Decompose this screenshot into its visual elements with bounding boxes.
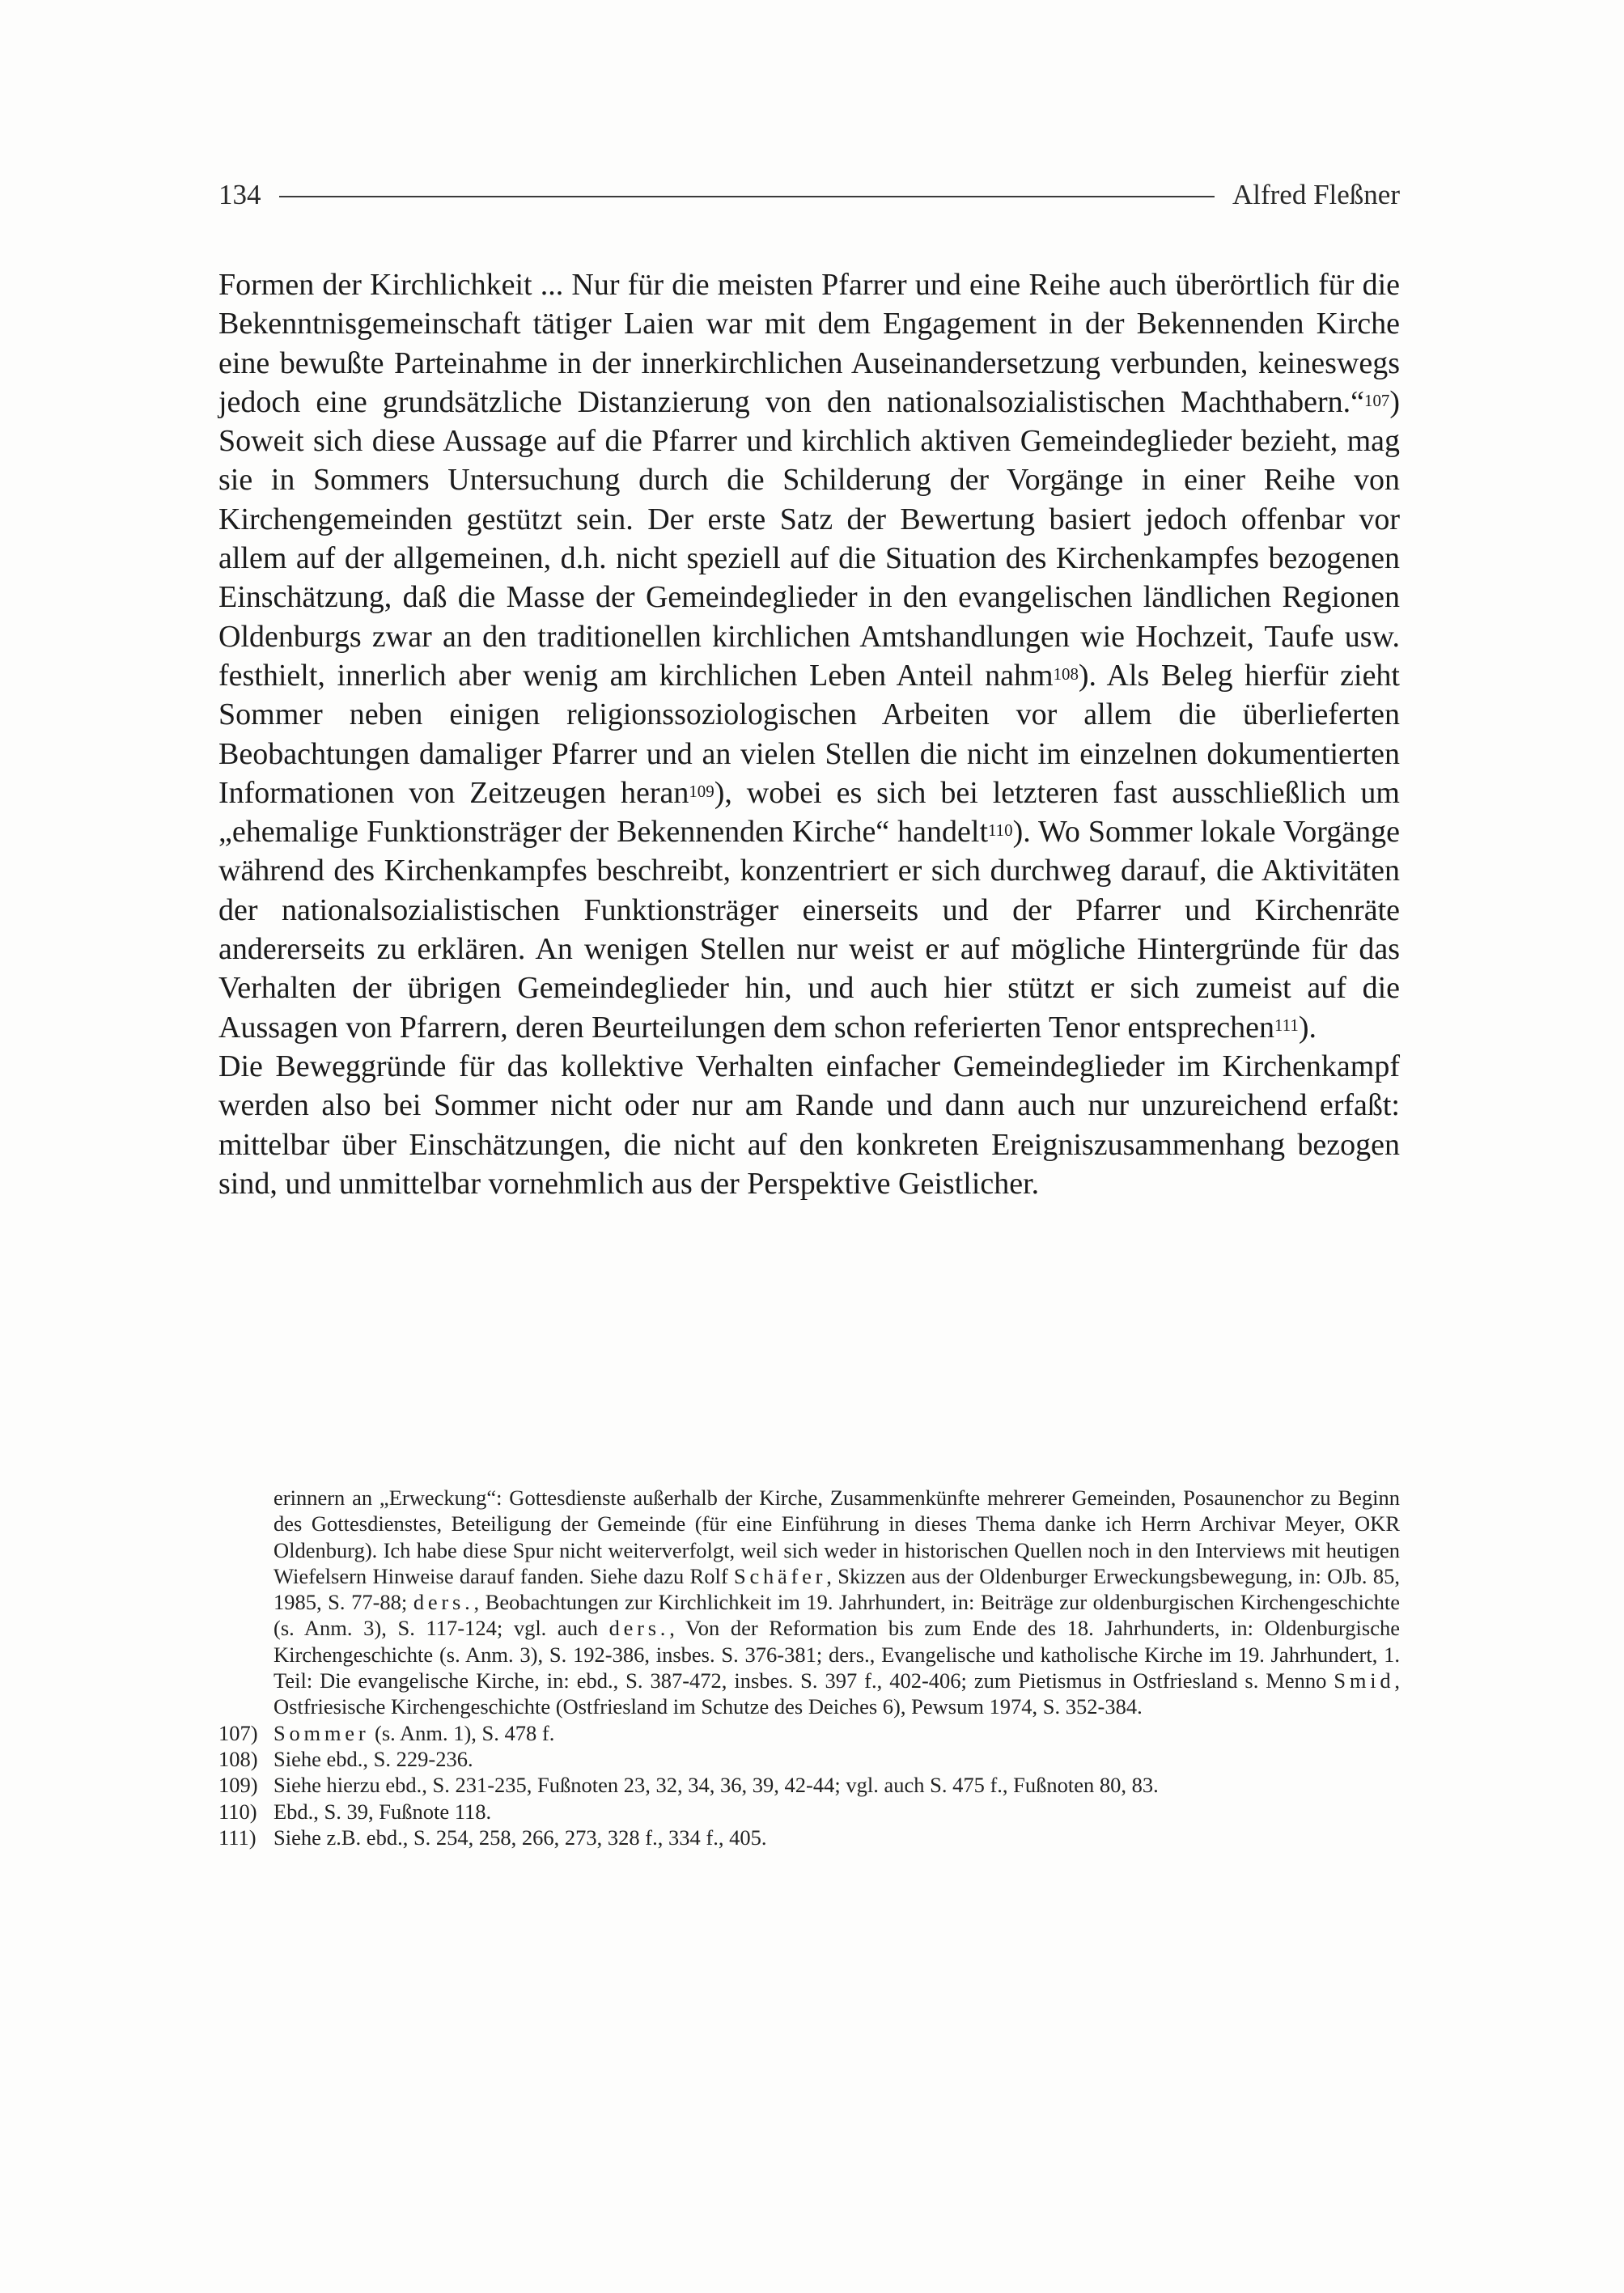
footnote-number: 110) bbox=[218, 1799, 257, 1824]
footnote-107 bbox=[218, 1720, 1400, 1746]
author-name: Sommer bbox=[273, 1720, 370, 1745]
body-text: ) Soweit sich diese Aussage auf die Pfarrer und kirchlich aktiven Gemeindeglieder bezieht, mag sie in Sommers Untersuchung durch die Schilderung der Vorgänge in einer Reihe von Kirchengemeinden gestützt sein. Der erste Satz der Bewertung basiert jedoch offenbar vor allem auf der allgemeinen, d.h. nicht speziell auf die Situation des Kirchenkampfes bezogenen Einschätzung, daß die Masse der Gemeindeglieder in den evangelischen ländlichen Regionen Oldenburgs zwar an den traditionellen kirchlichen Amtshandlungen wie Hochzeit, Taufe usw. festhielt, innerlich aber wenig am kirchlichen Leben Anteil nahm bbox=[218, 384, 1400, 693]
author-name: Schäfer bbox=[733, 1563, 827, 1588]
footnote-continuation bbox=[273, 1485, 1400, 1720]
footnote-number: 109) bbox=[218, 1773, 258, 1798]
footnote-ref: 107 bbox=[1364, 390, 1390, 410]
footnotes bbox=[218, 1485, 1400, 1850]
author-name: ders. bbox=[608, 1616, 670, 1641]
footnote-number: 107) bbox=[218, 1720, 258, 1745]
header-rule bbox=[279, 196, 1215, 197]
footnote-109 bbox=[218, 1772, 1400, 1798]
footnote-text: Siehe ebd., S. 229-236. bbox=[273, 1746, 473, 1771]
main-text bbox=[218, 265, 1400, 1203]
footnote-number: 111) bbox=[218, 1825, 257, 1850]
footnote-number: 108) bbox=[218, 1746, 258, 1771]
footnote-ref: 111 bbox=[1274, 1015, 1299, 1036]
body-text: Formen der Kirchlichkeit ... Nur für die meisten Pfarrer und eine Reihe auch überörtlich für die Bekenntnisgemeinschaft tätiger Laien war mit dem Engagement in der Bekennenden Kirche eine bewußte Parteinahme in der innerkirchlichen Auseinandersetzung verbunden, keineswegs jedoch eine grundsätzliche Distanzierung von den nationalsozialistischen Machthabern.“ bbox=[218, 268, 1400, 419]
footnote-text bbox=[273, 1720, 1400, 1746]
footnote-ref: 110 bbox=[988, 820, 1013, 840]
body-text: ). bbox=[1298, 1010, 1317, 1045]
footnote-ref: 109 bbox=[689, 781, 714, 801]
footnote-text: Siehe hierzu ebd., S. 231-235, Fußnoten 23, 32, 34, 36, 39, 42-44; vgl. auch S. 475 f., Fußnoten 80, 83. bbox=[273, 1773, 1159, 1798]
body-paragraph bbox=[218, 265, 1400, 1047]
body-text: ). Wo Sommer lokale Vorgänge während des Kirchenkampfes beschreibt, konzentriert er sich durchweg darauf, die Aktivitäten der nationalsozialistischen Funktionsträger einerseits und der Pfarrer und Kirchenräte andererseits zu erklären. An wenigen Stellen nur weist er auf mögliche Hintergründe für das Verhalten der übrigen Gemeindeglieder hin, und auch hier stützt er sich zumeist auf die Aussagen von Pfarrern, deren Beurteilungen dem schon referierten Tenor entsprechen bbox=[218, 815, 1400, 1045]
footnote-text: erinnern an „Erweckung“: Gottesdienste außerhalb der Kirche, Zusammenkünfte mehrerer Gemeinden, Posaunenchor zu Beginn des Gottesdienstes, Beteiligung der Gemeinde (für eine Einführung in dieses Thema danke ich Herrn Archivar Meyer, OKR Oldenburg). Ich habe diese Spur nicht weiterverfolgt, weil sich weder in historischen Quellen noch in den Interviews mit heutigen Wiefelsern Hinweise darauf fanden. Siehe dazu Rolf bbox=[273, 1486, 1400, 1588]
body-text: ). Als Beleg hierfür zieht Sommer neben einigen religionssoziologischen Arbeiten vor allem die überlieferten Beobachtungen damaliger Pfarrer und an vielen Stellen die nicht im einzelnen dokumentierten Informationen von Zeitzeugen heran bbox=[218, 658, 1400, 810]
footnote-108 bbox=[218, 1746, 1400, 1772]
footnote-111 bbox=[218, 1825, 1400, 1850]
footnote-text: , Ostfriesische Kirchengeschichte (Ostfriesland im Schutze des Deiches 6), Pewsum 1974, S. 352-384. bbox=[273, 1668, 1400, 1719]
author-name: Smid bbox=[1334, 1668, 1395, 1693]
footnote-text: , Skizzen aus der Oldenburger Erweckungsbewegung, in: OJb. 85, 1985, S. 77-88; bbox=[273, 1563, 1400, 1615]
running-author: Alfred Fleßner bbox=[1232, 179, 1400, 210]
footnote-110 bbox=[218, 1799, 1400, 1825]
footnote-text: , Von der Reformation bis zum Ende des 18. Jahrhunderts, in: Oldenburgische Kirchengeschichte (s. Anm. 3), S. 192-386, insbes. S. 376-381; ders., Evangelische und katholische Kirche im 19. Jahrhundert, 1. Teil: Die evangelische Kirche, in: ebd., S. 387-472, insbes. S. 397 f., 402-406; zum Pietismus in Ostfriesland s. Menno bbox=[273, 1616, 1400, 1693]
running-header bbox=[218, 173, 1400, 217]
footnote-text: , Beobachtungen zur Kirchlichkeit im 19. Jahrhundert, in: Beiträge zur oldenburgischen Kirchengeschichte (s. Anm. 3), S. 117-124; vgl. auch bbox=[273, 1590, 1400, 1641]
page-number: 134 bbox=[218, 179, 261, 210]
footnote-detail: (s. Anm. 1), S. 478 f. bbox=[369, 1720, 555, 1745]
footnote-text: Siehe z.B. ebd., S. 254, 258, 266, 273, 328 f., 334 f., 405. bbox=[273, 1825, 767, 1850]
body-paragraph: Die Beweggründe für das kollektive Verhalten einfacher Gemeindeglieder im Kirchenkampf werden also bei Sommer nicht oder nur am Rande und dann auch nur unzureichend erfaßt: mittelbar über Einschätzungen, die nicht auf den konkreten Ereigniszusammenhang bezogen sind, und unmittelbar vornehmlich aus der Perspektive Geistlicher. bbox=[218, 1049, 1400, 1201]
body-text: ), wobei es sich bei letzteren fast ausschließlich um „ehemalige Funktionsträger der Bekennenden Kirche“ handelt bbox=[218, 775, 1400, 850]
footnote-text: Ebd., S. 39, Fußnote 118. bbox=[273, 1799, 492, 1824]
footnote-ref: 108 bbox=[1053, 663, 1079, 684]
author-name: ders. bbox=[413, 1590, 474, 1615]
